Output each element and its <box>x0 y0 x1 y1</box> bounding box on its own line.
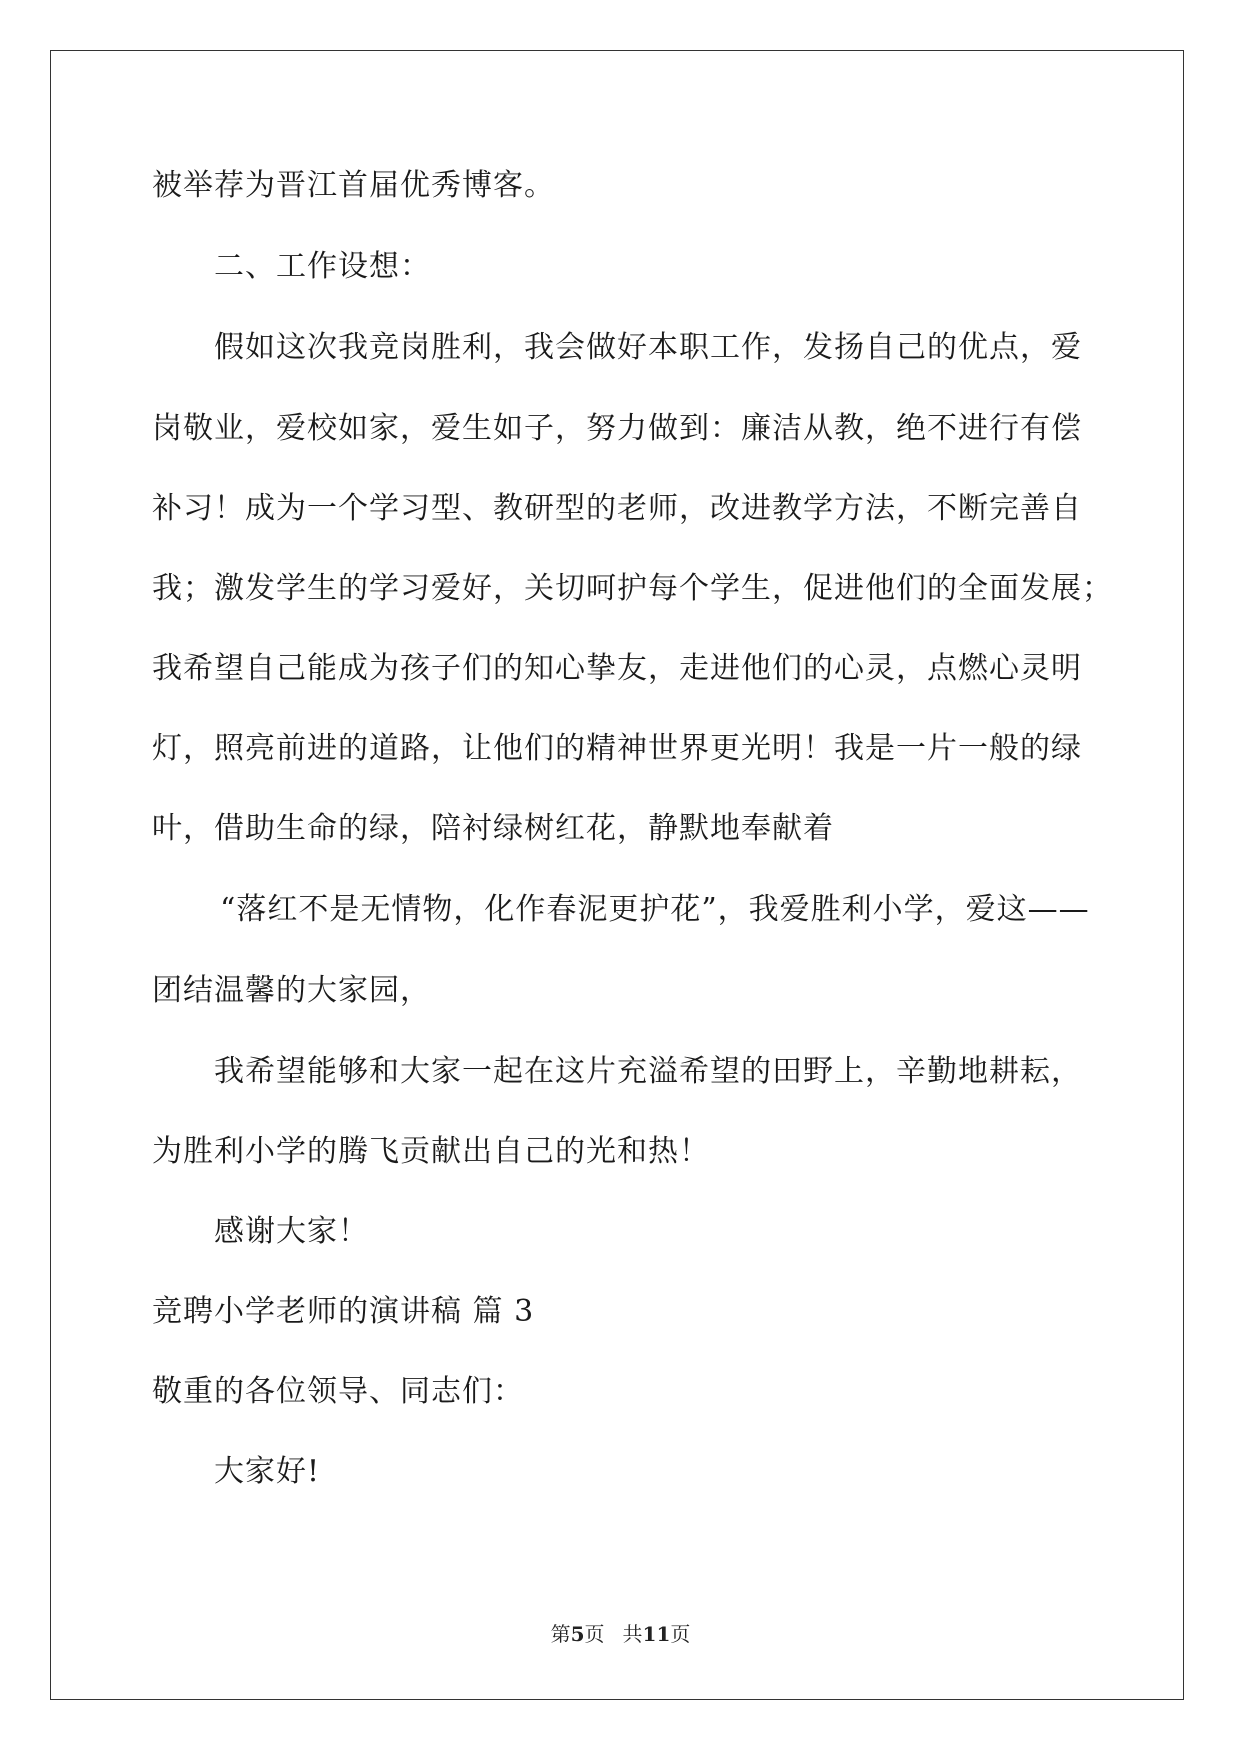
page-footer <box>0 1622 1241 1646</box>
paragraph-line: 我；激发学生的学习爱好，关切呵护每个学生，促进他们的全面发展； <box>152 571 1113 606</box>
paragraph-line: 感谢大家！ <box>214 1214 369 1249</box>
paragraph-line: “落红不是无情物，化作春泥更护花”，我爱胜利小学，爱这—— <box>220 892 1090 927</box>
paragraph-line: 为胜利小学的腾飞贡献出自己的光和热！ <box>152 1134 710 1169</box>
greeting-line: 大家好! <box>214 1454 321 1489</box>
paragraph-line: 团结温馨的大家园， <box>152 973 431 1008</box>
page-prefix: 第 <box>550 1622 571 1646</box>
paragraph-line: 假如这次我竞岗胜利，我会做好本职工作，发扬自己的优点，爱 <box>214 330 1082 365</box>
page-mid: 页 <box>584 1622 605 1646</box>
paragraph-line: 叶，借助生命的绿，陪衬绿树红花，静默地奉献着 <box>152 811 834 846</box>
page-total: 11 <box>642 1622 671 1646</box>
paragraph-line: 岗敬业，爱校如家，爱生如子，努力做到：廉洁从教，绝不进行有偿 <box>152 411 1082 446</box>
paragraph-line: 灯，照亮前进的道路，让他们的精神世界更光明！我是一片一般的绿 <box>152 731 1082 766</box>
total-prefix: 共 <box>622 1622 643 1646</box>
paragraph-line: 补习！成为一个学习型、教研型的老师，改进教学方法，不断完善自 <box>152 491 1082 526</box>
total-suffix: 页 <box>670 1622 691 1646</box>
salutation-line: 敬重的各位领导、同志们： <box>152 1374 524 1409</box>
page-current: 5 <box>570 1622 585 1646</box>
paragraph-line: 被举荐为晋江首届优秀博客。 <box>152 168 555 203</box>
section-title: 竞聘小学老师的演讲稿 篇 3 <box>152 1294 535 1329</box>
paragraph-line: 我希望能够和大家一起在这片充溢希望的田野上，辛勤地耕耘， <box>214 1054 1082 1089</box>
paragraph-line: 我希望自己能成为孩子们的知心挚友，走进他们的心灵，点燃心灵明 <box>152 651 1082 686</box>
section-heading: 二、工作设想： <box>214 249 431 284</box>
